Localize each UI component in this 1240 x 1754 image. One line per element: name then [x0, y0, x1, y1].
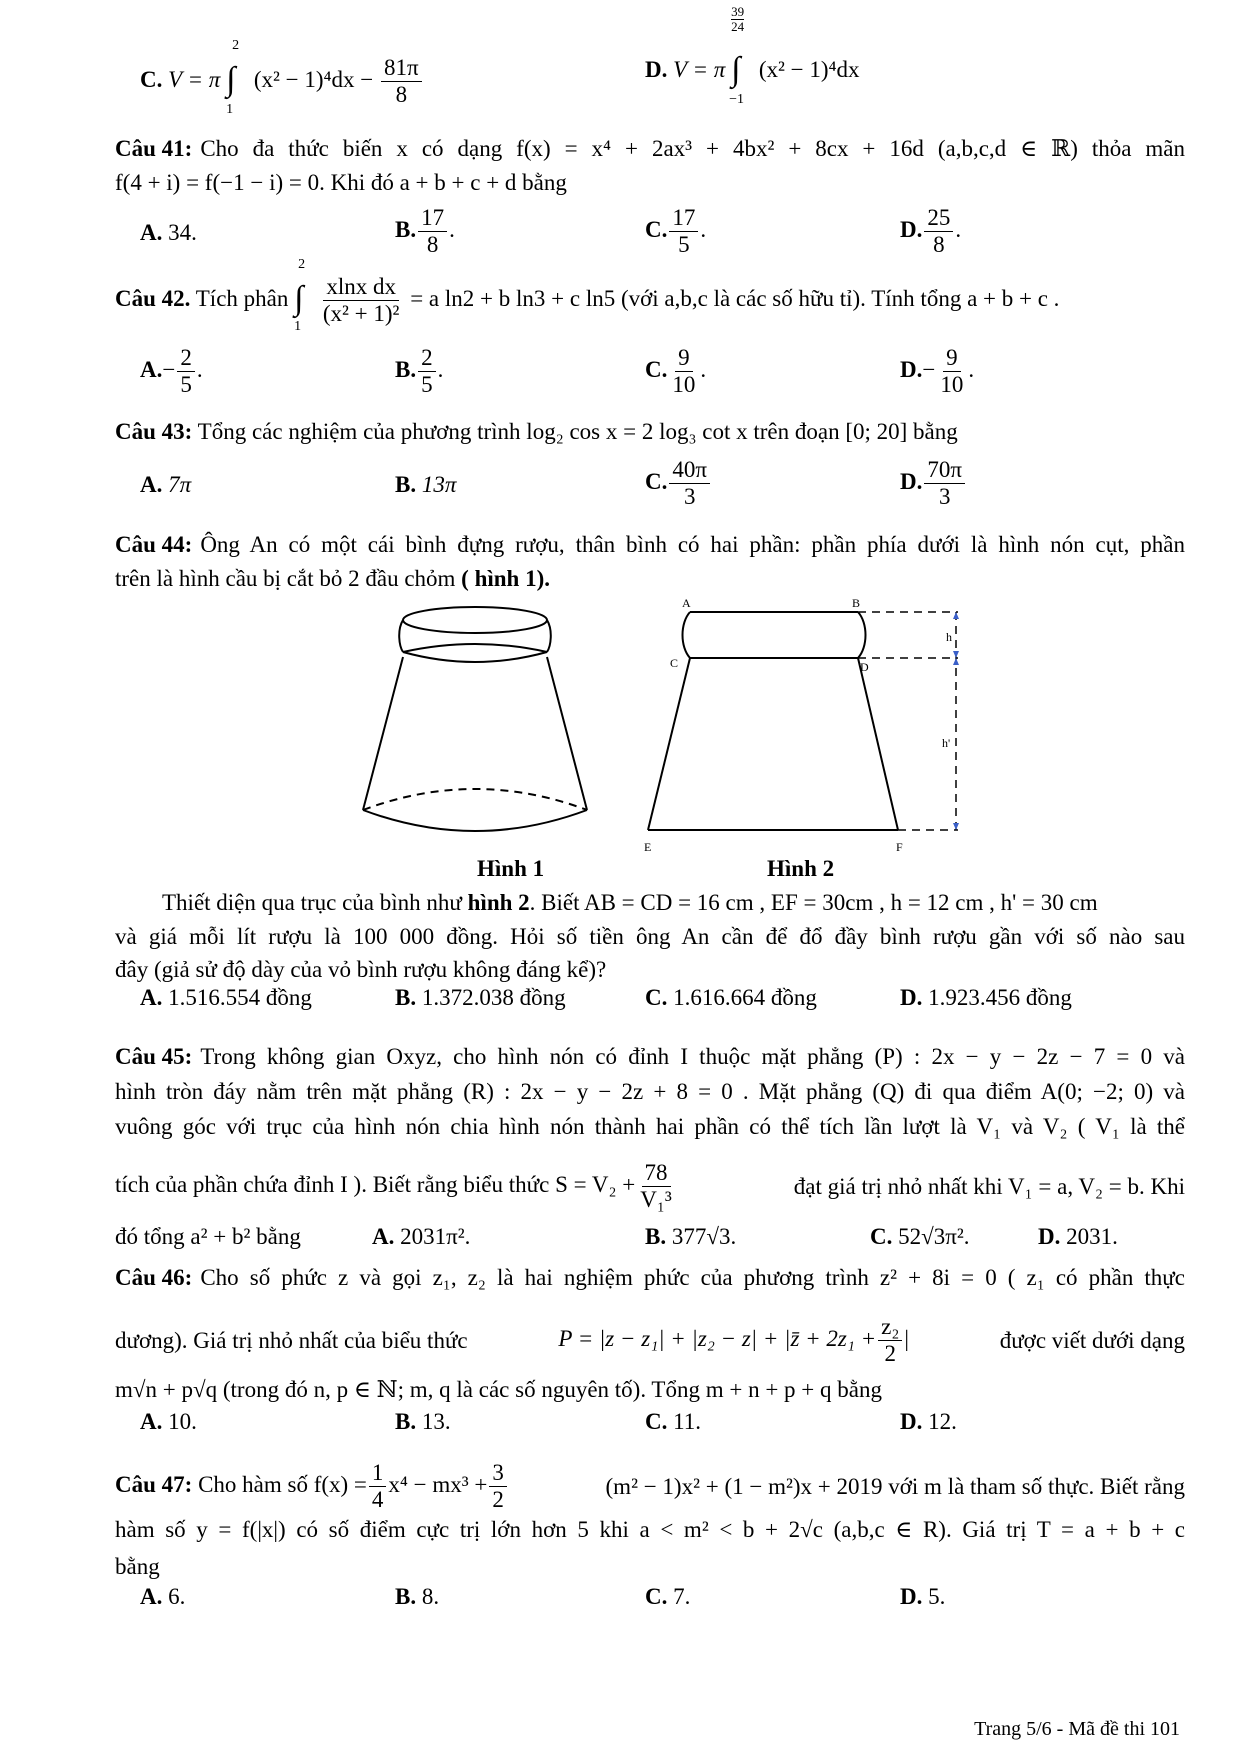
question-text: Tích phân	[195, 285, 289, 311]
q46-option-d: D. 12.	[900, 1409, 957, 1434]
q44-option-a: A. 1.516.554 đồng	[140, 985, 312, 1010]
question-text: vuông góc với trục của hình nón chia hình nón thành hai phần có thể tích lần lượt là V₁ và V₂ ( V₁ là thể	[115, 1114, 1185, 1139]
arc-left	[683, 612, 691, 658]
figure-2-caption: Hình 2	[767, 856, 835, 881]
q47-option-b: B. 8.	[395, 1584, 440, 1609]
q44-option-c: C. 1.616.664 đồng	[645, 985, 817, 1010]
q42-option-d: D.− $\frac{9}{10}$ .	[900, 345, 975, 397]
q43-option-a: A. 7π	[140, 472, 192, 497]
bottle-top-rim	[403, 607, 547, 633]
q43-option-b: B. 13π	[395, 472, 457, 497]
bottle-neck-back	[403, 644, 547, 652]
arrow-hp-bottom	[953, 823, 959, 830]
bottle-base-back	[363, 789, 587, 810]
option-label: D.	[645, 57, 668, 82]
question-text: hàm số y = f(|x|) có số điểm cực trị lớn hơn 5 khi a < m² < b + 2√c (a,b,c ∈ R). Giá trị T = a + b + c	[115, 1517, 1185, 1542]
question-text: đó tổng a² + b² bằng	[115, 1224, 301, 1249]
dimension-label-h-prime: h'	[942, 736, 951, 750]
q45-option-c: C. 52√3π².	[870, 1224, 970, 1249]
bottle-shoulder	[403, 652, 547, 662]
point-label-b: B	[852, 596, 861, 610]
math-text: (x² − 1)⁴dx	[758, 57, 860, 82]
q43-option-d: D. $\frac{70\pi}{3}$	[900, 457, 967, 510]
question-text: Tổng các nghiệm của phương trình log₂ cos x = 2 log₃ cot x trên đoạn [0; 20] bằng	[197, 419, 958, 444]
q40-option-d	[645, 4, 860, 108]
q44-option-b: B. 1.372.038 đồng	[395, 985, 566, 1010]
question-label: Câu 47:	[115, 1471, 193, 1497]
q44-question	[115, 530, 1185, 560]
q47-option-d: D. 5.	[900, 1584, 946, 1609]
point-label-e: E	[644, 840, 652, 854]
integral-lower: −1	[729, 92, 744, 108]
arc-right	[858, 612, 866, 658]
q43-option-c: C. $\frac{40\pi}{3}$	[645, 457, 712, 510]
q46-option-c: C. 11.	[645, 1409, 702, 1434]
page-footer: Trang 5/6 - Mã đề thi 101	[974, 1718, 1180, 1740]
q45-option-b: B. 377√3.	[645, 1224, 737, 1249]
question-text: Trong không gian Oxyz, cho hình nón có đỉnh I thuộc mặt phẳng (P) : 2x − y − 2z − 7 = 0 và	[200, 1044, 1185, 1069]
q44-paragraph: Thiết diện qua trục của bình như hình 2. Biết AB = CD = 16 cm , EF = 30cm , h = 12 cm , h' = 30 cm	[162, 890, 1098, 915]
math-text: V = π	[168, 66, 221, 92]
question-label: Câu 43:	[115, 419, 193, 444]
q42-option-b: B. $\frac{2}{5}$ .	[395, 345, 444, 397]
question-text: tích của phần chứa đỉnh I ). Biết rằng biểu thức S = V₂ + $\frac{78}{\text{V₁³}}$ đạt giá trị nhỏ nhất khi V₁ = a, V₂ = b. Khi	[115, 1160, 1185, 1212]
integral-sign: 39 24 ∫ −1	[731, 55, 753, 88]
q46-question	[115, 1263, 1185, 1293]
question-label: Câu 42.	[115, 285, 191, 311]
q47-option-a: A. 6.	[140, 1584, 186, 1609]
question-text: = a ln2 + b ln3 + c ln5 (với a,b,c là các số hữu tỉ). Tính tổng a + b + c .	[410, 285, 1060, 311]
figure-2-cross-section	[640, 595, 975, 855]
q42-option-a: A.− $\frac{2}{5}$ .	[140, 345, 203, 397]
fraction: $\frac{\text{xlnx dx}}{\text{(x² + 1)²}}$	[322, 274, 400, 326]
q46-option-a: A. 10.	[140, 1409, 197, 1434]
q41-option-d: D. $\frac{25}{8}$ .	[900, 205, 962, 257]
question-label: Câu 46:	[115, 1265, 193, 1290]
integral-lower: 1	[226, 102, 234, 117]
q47-option-c: C. 7.	[645, 1584, 691, 1609]
bottle-side-left	[363, 657, 403, 810]
q45-option-d: D. 2031.	[1038, 1224, 1118, 1249]
arrow-hp-top	[953, 658, 959, 665]
math-text: (x² − 1)⁴dx −	[253, 66, 374, 92]
point-label-c: C	[670, 656, 679, 670]
bottle-base-front	[363, 810, 587, 831]
q40-option-c	[140, 38, 424, 117]
q45-question	[115, 1042, 1185, 1072]
question-text: hình tròn đáy nằm trên mặt phẳng (R) : 2x − y − 2z + 8 = 0 . Mặt phẳng (Q) đi qua điểm A(0; −2; 0) và	[115, 1079, 1185, 1104]
question-label: Câu 45:	[115, 1044, 193, 1069]
question-label: Câu 41:	[115, 136, 193, 161]
point-label-d: D	[860, 660, 869, 674]
question-text: Ông An có một cái bình đựng rượu, thân bình có hai phần: phần phía dưới là hình nón cụt, phần	[200, 532, 1185, 557]
bottle-neck-left	[399, 620, 403, 652]
question-text: Cho số phức z và gọi z₁, z₂ là hai nghiệm phức của phương trình z² + 8i = 0 ( z₁ có phần thực	[200, 1265, 1185, 1290]
segment-df	[858, 658, 898, 830]
q43-question	[115, 417, 958, 447]
integral-sign: 2 ∫ 1	[226, 65, 248, 98]
dimension-label-h: h	[946, 630, 952, 644]
q45-option-a: A. 2031π².	[372, 1224, 471, 1249]
q46-option-b: B. 13.	[395, 1409, 451, 1434]
fraction: $\frac{81\pi}{8}$	[381, 55, 422, 108]
q41-option-b: B. $\frac{17}{8}$ .	[395, 205, 455, 257]
bottle-side-right	[547, 657, 587, 810]
question-text: f(4 + i) = f(−1 − i) = 0. Khi đó a + b + c + d bằng	[115, 170, 567, 195]
integral-upper: 39 24	[731, 4, 745, 35]
q41-option-c: C. $\frac{17}{5}$ .	[645, 205, 707, 257]
integral-sign: 2 ∫ 1	[294, 257, 306, 334]
option-label: C.	[140, 66, 163, 92]
question-text: m√n + p√q (trong đó n, p ∈ ℕ; m, q là các số nguyên tố). Tổng m + n + p + q bằng	[115, 1377, 882, 1402]
q42-option-c: C. $\frac{9}{10}$ .	[645, 345, 707, 397]
point-label-f: F	[896, 840, 903, 854]
math-text: V = π	[673, 57, 726, 82]
point-label-a: A	[682, 596, 691, 610]
segment-ce	[648, 658, 690, 830]
q44-option-d: D. 1.923.456 đồng	[900, 985, 1072, 1010]
q41-question	[115, 134, 1185, 164]
arrow-h-top	[953, 612, 959, 619]
question-text: bằng	[115, 1554, 160, 1579]
q41-option-a: A. 34.	[140, 220, 197, 245]
question-text: trên là hình cầu bị cắt bỏ 2 đầu chỏm ( hình 1).	[115, 566, 551, 591]
q44-paragraph: đây (giả sử độ dày của vỏ bình rượu không đáng kể)?	[115, 957, 607, 982]
figure-1-bottle	[355, 602, 595, 842]
arrow-h-bottom	[953, 651, 959, 658]
q47-question: Câu 47: Cho hàm số f(x) = $\frac{1}{4}$ x⁴ − mx³ + $\frac{3}{2}$ (m² − 1)x² + (1 − m²)x + 2019 với m là tham số thực. Biết rằng	[115, 1460, 1185, 1512]
question-text: Cho đa thức biến x có dạng f(x) = x⁴ + 2ax³ + 4bx² + 8cx + 16d (a,b,c,d ∈ ℝ) thỏa mãn	[200, 136, 1185, 161]
q44-paragraph: và giá mỗi lít rượu là 100 000 đồng. Hỏi số tiền ông An cần để đổ đầy bình rượu gần với số nào sau	[115, 924, 1185, 949]
q42-question	[115, 257, 1060, 334]
question-label: Câu 44:	[115, 532, 193, 557]
bottle-neck-right	[547, 620, 551, 652]
integral-upper: 2	[232, 38, 240, 53]
question-text: dương). Giá trị nhỏ nhất của biểu thức P = |z − z₁| + |z₂ − z| + |z̄ + 2z₁ + $\frac{\text{z₂}}{2}$ | được viết dưới dạng	[115, 1314, 1185, 1366]
figure-1-caption: Hình 1	[477, 856, 545, 881]
